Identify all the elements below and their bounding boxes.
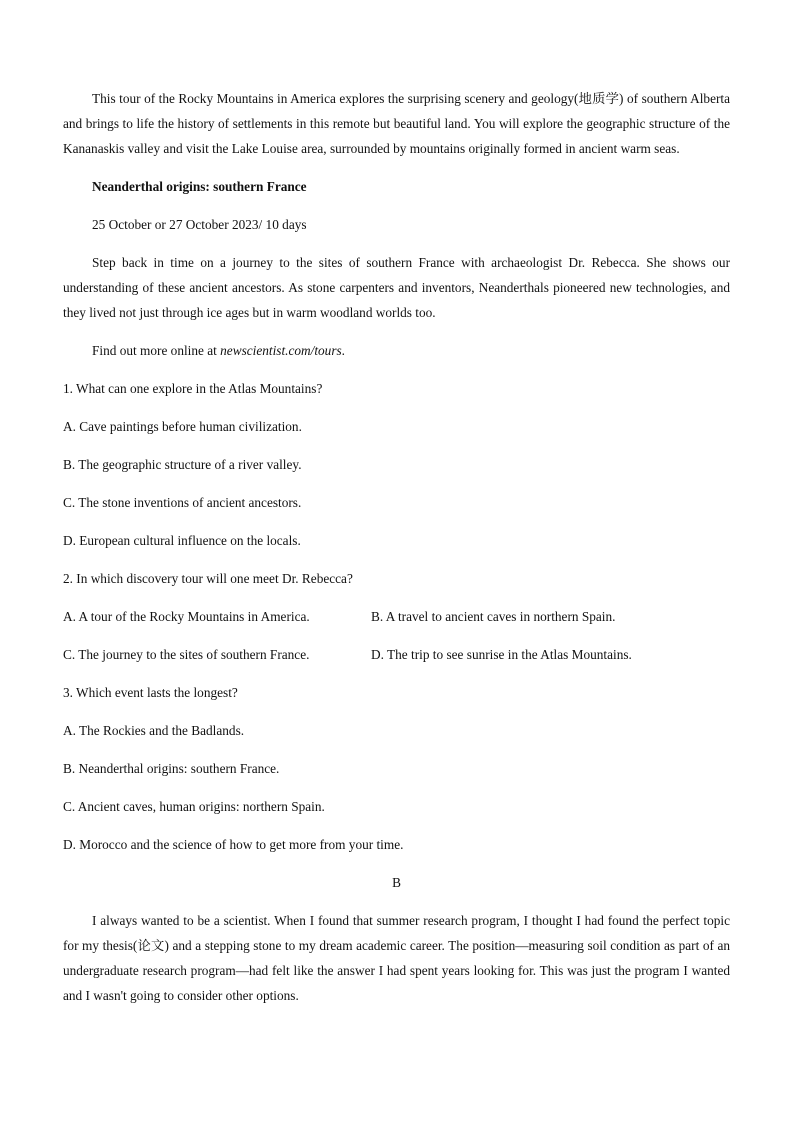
question-3-option-b: B. Neanderthal origins: southern France. (63, 761, 280, 776)
question-3-option-d: D. Morocco and the science of how to get more from your time. (63, 837, 404, 852)
question-2-option-a: A. A tour of the Rocky Mountains in America. (63, 609, 310, 624)
section-b-paragraph: I always wanted to be a scientist. When I found that summer research program, I thought I had found the perfect topic for my thesis(论文) and a stepping stone to my dream academic career. The position—measuring soil condition as part of an undergraduate research program—had felt like the answer I had spent years looking for. This was just the program I wanted and I wasn't going to consider other options. (63, 913, 730, 1003)
question-2-options-row-2 (63, 642, 730, 667)
question-1-option-d: D. European cultural influence on the locals. (63, 533, 301, 548)
section-b-label: B (392, 875, 401, 890)
question-1-option-c: C. The stone inventions of ancient ancestors. (63, 495, 302, 510)
question-2: 2. In which discovery tour will one meet Dr. Rebecca? (63, 571, 353, 586)
question-2-option-b: B. A travel to ancient caves in northern Spain. (371, 609, 616, 624)
question-1-option-b: B. The geographic structure of a river valley. (63, 457, 302, 472)
find-more-line (63, 338, 730, 363)
tours-link[interactable]: newscientist.com/tours (220, 343, 342, 358)
question-1-option-a: A. Cave paintings before human civilization. (63, 419, 302, 434)
find-more-suffix: . (341, 343, 345, 358)
find-more-prefix: Find out more online at (92, 343, 221, 358)
question-2-option-c: C. The journey to the sites of southern France. (63, 647, 310, 662)
question-3-option-c: C. Ancient caves, human origins: northern Spain. (63, 799, 325, 814)
tour-description-neanderthal: Step back in time on a journey to the sites of southern France with archaeologist Dr. Rebecca. She shows our understanding of these ancient ancestors. As stone carpenters and inventors, Neanderthals pioneered new technologies, and they lived not just through ice ages but in warm woodland worlds too. (63, 255, 730, 320)
question-3-option-a: A. The Rockies and the Badlands. (63, 723, 245, 738)
question-2-options-row-1 (63, 604, 730, 629)
intro-paragraph: This tour of the Rocky Mountains in America explores the surprising scenery and geology(地质学) of southern Alberta and brings to life the history of settlements in this remote but beautiful land. You will explore the geographic structure of the Kananaskis valley and visit the Lake Louise area, surrounded by mountains originally formed in ancient warm seas. (63, 91, 730, 156)
question-1: 1. What can one explore in the Atlas Mountains? (63, 381, 323, 396)
tour-dates-neanderthal: 25 October or 27 October 2023/ 10 days (92, 217, 307, 232)
document-page (63, 86, 730, 1008)
question-3: 3. Which event lasts the longest? (63, 685, 238, 700)
tour-heading-neanderthal: Neanderthal origins: southern France (92, 179, 307, 194)
question-2-option-d: D. The trip to see sunrise in the Atlas Mountains. (371, 647, 632, 662)
